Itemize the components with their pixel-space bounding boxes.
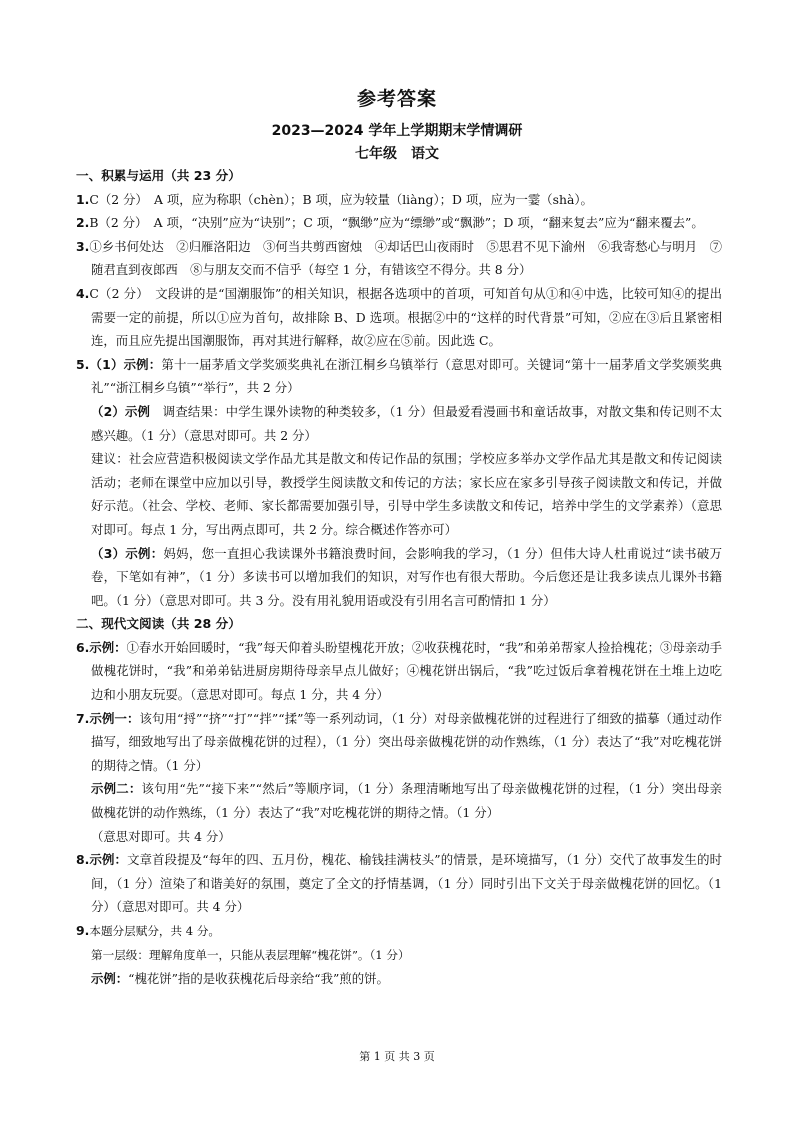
answer-q5-part3: [76, 542, 722, 613]
question-number: 5.: [76, 356, 90, 372]
answer-q6: [76, 636, 722, 707]
question-number: 7.: [76, 710, 90, 726]
answer-q7-example1: [76, 707, 722, 778]
answer-q7-example2: [76, 777, 722, 824]
answer-text: 妈妈，您一直担心我读课外书籍浪费时间，会影响我的学习，（1 分）但伟大诗人杜甫说过“读书破万卷，下笔如有神”，（1 分）多读书可以增加我们的知识，对写作也有很大帮助。今后您还是让我多读点儿课外书籍吧。（1 分）（意思对即可。共 3 分。没有用礼貌用语或没有引用名言可酌情扣 1 分）: [91, 545, 722, 608]
answer-text: 第十一届茅盾文学奖颁奖典礼在浙江桐乡乌镇举行（意思对即可。关键词“第十一届茅盾文学奖颁奖典礼”“浙江桐乡乌镇”“举行”，共 2 分）: [91, 356, 722, 396]
answer-q1: [76, 188, 722, 212]
example-label: 示例一：: [89, 710, 140, 726]
answer-text: 该句用“先”“接下来”“然后”等顺序词，（1 分）条理清晰地写出了母亲做槐花饼的过程，（1 分）突出母亲做槐花饼的动作熟练，（1 分）表达了“我”对吃槐花饼的期待之情。（1 分）: [91, 781, 722, 821]
answer-text: 该句用“捋”“挤”“打”“拌”“揉”等一系列动词，（1 分）对母亲做槐花饼的过程进行了细致的描摹（通过动作描写，细致地写出了母亲做槐花饼的过程），（1 分）突出母亲做槐花饼的动作熟练，（1 分）表达了“我”对吃槐花饼的期待之情。（1 分）: [91, 710, 723, 773]
page-number: 第 1 页 共 3 页: [359, 1050, 435, 1063]
answer-q8: [76, 848, 722, 919]
exam-subtitle: 2023—2024 学年上学期期末学情调研: [271, 123, 523, 139]
answer-q5-suggestion: 建议：社会应营造积极阅读文学作品尤其是散文和传记作品的氛围；学校应多举办文学作品尤其是散文和传记阅读活动；老师在课堂中应加以引导，教授学生阅读散文和传记的方法；家长应在家多引导孩子阅读散文和传记，并做好示范。（社会、学校、老师、家长都需要加强引导，引导中学生多读散文和传记，培养中学生的文学素养）（意思对即可。每点 1 分，写出两点即可，共 2 分。综合概述作答亦可）: [91, 451, 722, 537]
answer-q5-part1: [76, 353, 722, 400]
example-label: 示例二：: [91, 781, 142, 797]
answer-text: C（2 分） 文段讲的是“国潮服饰”的相关知识，根据各选项中的首项，可知首句从①和④中选，比较可知④的提出需要一定的前提，所以①应为首句，故排除 B、D 选项。根据②中的“这样的时代背景”可知，②应在③后且紧密相连，而且应先提出国潮服饰，再对其进行解释，故②应在⑤前。因此选 C。: [89, 285, 722, 349]
question-number: 8.: [76, 852, 90, 868]
answer-q9-level1: 第一层级：理解角度单一，只能从表层理解“槐花饼”。（1 分）: [91, 947, 410, 962]
answer-q5-part2: [76, 400, 722, 447]
answer-q4: [76, 282, 722, 353]
grade-subject: 七年级 语文: [355, 146, 439, 162]
section-heading-modern-reading: 二、现代文阅读（共 28 分）: [76, 616, 241, 632]
answer-text: 调查结果：中学生课外读物的种类较多，（1 分）但最爱看漫画书和童话故事，对散文集和传记则不太感兴趣。（1 分）（意思对即可。共 2 分）: [91, 403, 723, 443]
answer-text: C（2 分） A 项，应为称职（chèn）；B 项，应为较量（liàng）；D 项，应为一霎（shà）。: [89, 191, 593, 207]
answer-text: “槐花饼”指的是收获槐花后母亲给“我”煎的饼。: [128, 971, 389, 987]
answer-text: 本题分层赋分，共 4 分。: [89, 924, 221, 938]
example-label: （1）示例：: [89, 356, 162, 372]
question-number: 1.: [76, 191, 90, 207]
example-label: 示例：: [89, 852, 128, 868]
answer-q9: [76, 919, 722, 944]
answer-q2: [76, 211, 722, 235]
example-label: 示例：: [89, 639, 127, 655]
section-heading-accumulation: 一、积累与运用（共 23 分）: [76, 168, 241, 183]
document-title: 参考答案: [356, 88, 437, 110]
answer-q9-example: [76, 967, 722, 991]
answer-q3: [76, 235, 722, 282]
example-label: 示例：: [91, 971, 129, 987]
answer-text: ①春水开始回暖时，“我”每天仰着头盼望槐花开放；②收获槐花时，“我”和弟弟帮家人捡拾槐花；③母亲动手做槐花饼时，“我”和弟弟钻进厨房期待母亲早点儿做好；④槐花饼出锅后，“我”吃过饭后拿着槐花饼在土堆上边吃边和小朋友玩耍。（意思对即可。每点 1 分，共 4 分）: [91, 639, 722, 703]
answer-q7-note: （意思对即可。共 4 分）: [91, 828, 231, 844]
question-number: 4.: [76, 285, 90, 301]
answer-text: 文章首段提及“每年的四、五月份，槐花、榆钱挂满枝头”的情景，是环境描写，（1 分）交代了故事发生的时间，（1 分）渲染了和谐美好的氛围，奠定了全文的抒情基调，（1 分）同时引出下文关于母亲做槐花饼的回忆。（1 分）（意思对即可。共 4 分）: [91, 852, 723, 915]
question-number: 9.: [76, 923, 90, 938]
example-label: （2）示例: [91, 403, 151, 419]
answer-content: [76, 164, 722, 991]
answer-text: ①乡书何处达 ②归雁洛阳边 ③何当共剪西窗烛 ④却话巴山夜雨时 ⑤思君不见下渝州 ⑥我寄愁心与明月 ⑦随君直到夜郎西 ⑧与朋友交而不信乎（每空 1 分，有错该空不得分。共 8 分）: [89, 238, 722, 278]
question-number: 3.: [76, 238, 90, 254]
question-number: 6.: [76, 639, 90, 655]
answer-text: B（2 分） A 项，“决别”应为“诀别”；C 项，“飘缈”应为“缥缈”或“飘渺”；D 项，“翻来复去”应为“翻来覆去”。: [89, 215, 704, 231]
example-label: （3）示例：: [91, 545, 164, 561]
question-number: 2.: [76, 215, 90, 231]
